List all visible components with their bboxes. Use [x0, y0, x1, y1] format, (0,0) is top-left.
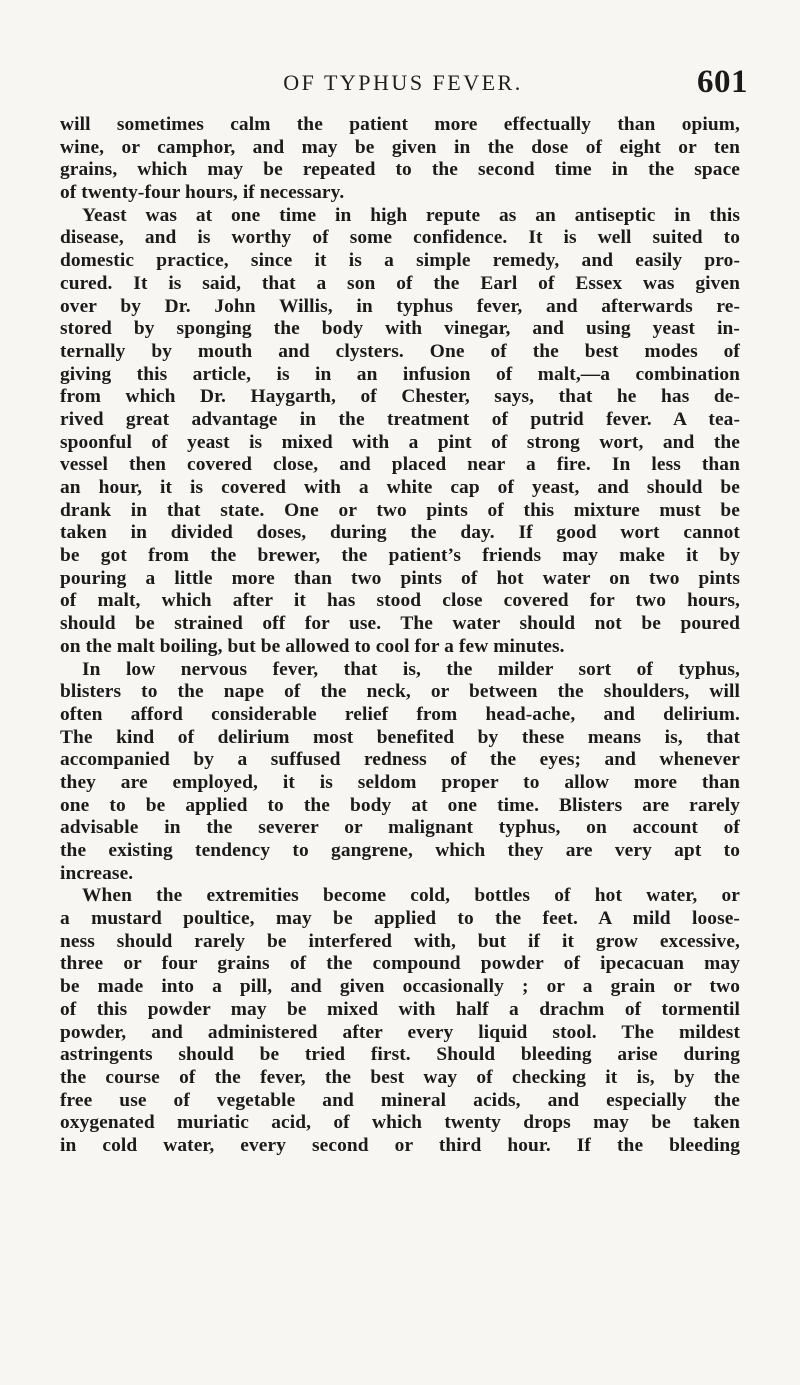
text-line: spoonful of yeast is mixed with a pint of strong wort, and the [60, 431, 740, 453]
text-line: grains, which may be repeated to the second time in the space [60, 159, 740, 181]
text-line: blisters to the nape of the neck, or between the shoulders, will [60, 681, 740, 703]
text-line: of malt, which after it has stood close covered for two hours, [60, 590, 740, 612]
text-line: wine, or camphor, and may be given in the dose of eight or ten [60, 136, 740, 158]
text-line: domestic practice, since it is a simple remedy, and easily pro- [60, 250, 740, 272]
text-line: taken in divided doses, during the day. If good wort cannot [60, 522, 740, 544]
text-line: disease, and is worthy of some confidence. It is well suited to [60, 227, 740, 249]
text-line: often afford considerable relief from head-ache, and delirium. [60, 703, 740, 725]
text-line: they are employed, it is seldom proper to allow more than [60, 771, 740, 793]
text-line: astringents should be tried first. Should bleeding arise during [60, 1044, 740, 1066]
paragraph-start-line: Yeast was at one time in high repute as an antiseptic in this [82, 204, 740, 226]
paragraph-start-line: When the extremities become cold, bottles of hot water, or [82, 885, 740, 907]
text-line: should be strained off for use. The water should not be poured [60, 613, 740, 635]
text-line: rived great advantage in the treatment of putrid fever. A tea- [60, 408, 740, 430]
text-line: an hour, it is covered with a white cap of yeast, and should be [60, 477, 740, 498]
text-line: cured. It is said, that a son of the Earl of Essex was given [60, 272, 740, 294]
text-line: of twenty-four hours, if necessary. [60, 182, 345, 204]
page-header [60, 64, 746, 104]
paragraph-start-line: In low nervous fever, that is, the milder sort of typhus, [82, 658, 740, 680]
text-line: one to be applied to the body at one time. Blisters are rarely [60, 794, 740, 816]
text-line: drank in that state. One or two pints of this mixture must be [60, 499, 740, 521]
text-line: ternally by mouth and clysters. One of the best modes of [60, 340, 740, 362]
body-text [60, 114, 740, 1158]
text-line: on the malt boiling, but be allowed to cool for a few minutes. [60, 635, 565, 657]
text-line: will sometimes calm the patient more effectually than opium, [60, 114, 740, 135]
text-line: stored by sponging the body with vinegar, and using yeast in- [60, 318, 740, 340]
text-line: powder, and administered after every liquid stool. The mildest [60, 1021, 740, 1043]
text-line: over by Dr. John Willis, in typhus fever, and afterwards re- [60, 295, 740, 317]
text-line: oxygenated muriatic acid, of which twenty drops may be taken [60, 1112, 740, 1134]
text-line: accompanied by a suffused redness of the eyes; and whenever [60, 749, 740, 771]
text-line: three or four grains of the compound powder of ipecacuan may [60, 953, 740, 975]
text-line: in cold water, every second or third hour. If the bleeding [60, 1134, 740, 1156]
text-line: a mustard poultice, may be applied to the feet. A mild loose- [60, 908, 740, 930]
text-line: from which Dr. Haygarth, of Chester, says, that he has de- [60, 386, 740, 408]
text-line: be got from the brewer, the patient’s friends may make it by [60, 545, 740, 567]
text-line: The kind of delirium most benefited by these means is, that [60, 726, 740, 748]
text-line: vessel then covered close, and placed near a fire. In less than [60, 454, 740, 476]
running-title: OF TYPHUS FEVER. [283, 70, 523, 95]
text-line: free use of vegetable and mineral acids, and especially the [60, 1089, 740, 1111]
text-line: pouring a little more than two pints of hot water on two pints [60, 567, 740, 589]
text-line: giving this article, is in an infusion of malt,—a combination [60, 363, 740, 385]
page-number: 601 [697, 64, 748, 100]
text-line: be made into a pill, and given occasionally ; or a grain or two [60, 976, 740, 998]
text-line: increase. [60, 862, 134, 884]
text-line: ness should rarely be interfered with, but if it grow excessive, [60, 930, 740, 952]
text-line: the course of the fever, the best way of checking it is, by the [60, 1066, 740, 1088]
text-line: advisable in the severer or malignant typhus, on account of [60, 817, 740, 839]
text-line: of this powder may be mixed with half a drachm of tormentil [60, 998, 740, 1020]
text-line: the existing tendency to gangrene, which they are very apt to [60, 840, 740, 861]
